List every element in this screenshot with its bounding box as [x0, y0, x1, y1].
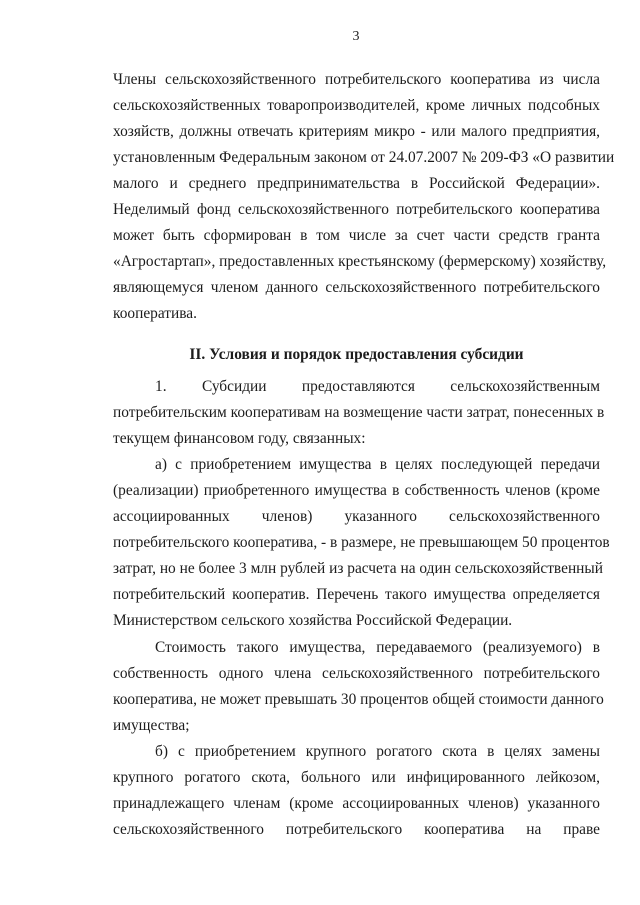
text-line: хозяйств, должны отвечать критериям микро - или малого предприятия,	[113, 123, 600, 140]
text-line: установленным Федеральным законом от 24.07.2007 № 209-ФЗ «О развитии	[113, 149, 615, 166]
section-heading: II. Условия и порядок предоставления субсидии	[189, 346, 524, 363]
text-line: б) с приобретением крупного рогатого скота в целях замены	[155, 743, 600, 760]
text-line: «Агростартап», предоставленных крестьянскому (фермерскому) хозяйству,	[113, 253, 607, 270]
text-line: кооператива, не может превышать 30 процентов общей стоимости данного	[113, 691, 604, 708]
text-line: Министерством сельского хозяйства Российской Федерации.	[113, 612, 513, 629]
text-line: крупного рогатого скота, больного или инфицированного лейкозом,	[113, 769, 600, 786]
text-line: затрат, но не более 3 млн рублей из расчета на один сельскохозяйственный	[113, 560, 603, 577]
text-line: потребительского кооператива, - в размере, не превышающем 50 процентов	[113, 534, 610, 551]
text-line: (реализации) приобретенного имущества в собственность членов (кроме	[113, 482, 600, 499]
text-line: имущества;	[113, 717, 190, 734]
text-line: собственность одного члена сельскохозяйственного потребительского	[113, 665, 600, 682]
text-line: Члены сельскохозяйственного потребительского кооператива из числа	[113, 71, 600, 88]
text-line: текущем финансовом году, связанных:	[113, 430, 366, 447]
text-line: сельскохозяйственных товаропроизводителей, кроме личных подсобных	[113, 97, 600, 114]
page-number: 3	[352, 29, 360, 44]
text-line: 1. Субсидии предоставляются сельскохозяйственным	[155, 378, 600, 395]
text-line: являющемуся членом данного сельскохозяйственного потребительского	[113, 279, 600, 296]
text-line: кооператива.	[113, 305, 197, 322]
text-line: Неделимый фонд сельскохозяйственного потребительского кооператива	[113, 201, 600, 218]
text-line: потребительский кооператив. Перечень такого имущества определяется	[113, 586, 600, 603]
text-line: может быть сформирован в том числе за счет части средств гранта	[113, 227, 600, 244]
text-line: принадлежащего членам (кроме ассоциированных членов) указанного	[113, 795, 600, 812]
text-line: ассоциированных членов) указанного сельскохозяйственного	[113, 508, 600, 525]
text-line: сельскохозяйственного потребительского кооператива на праве	[113, 821, 600, 838]
text-line: потребительским кооперативам на возмещение части затрат, понесенных в	[113, 404, 605, 421]
text-line: малого и среднего предпринимательства в Российской Федерации».	[113, 175, 600, 192]
text-line: Стоимость такого имущества, передаваемого (реализуемого) в	[155, 639, 600, 656]
text-line: а) с приобретением имущества в целях последующей передачи	[155, 456, 600, 473]
